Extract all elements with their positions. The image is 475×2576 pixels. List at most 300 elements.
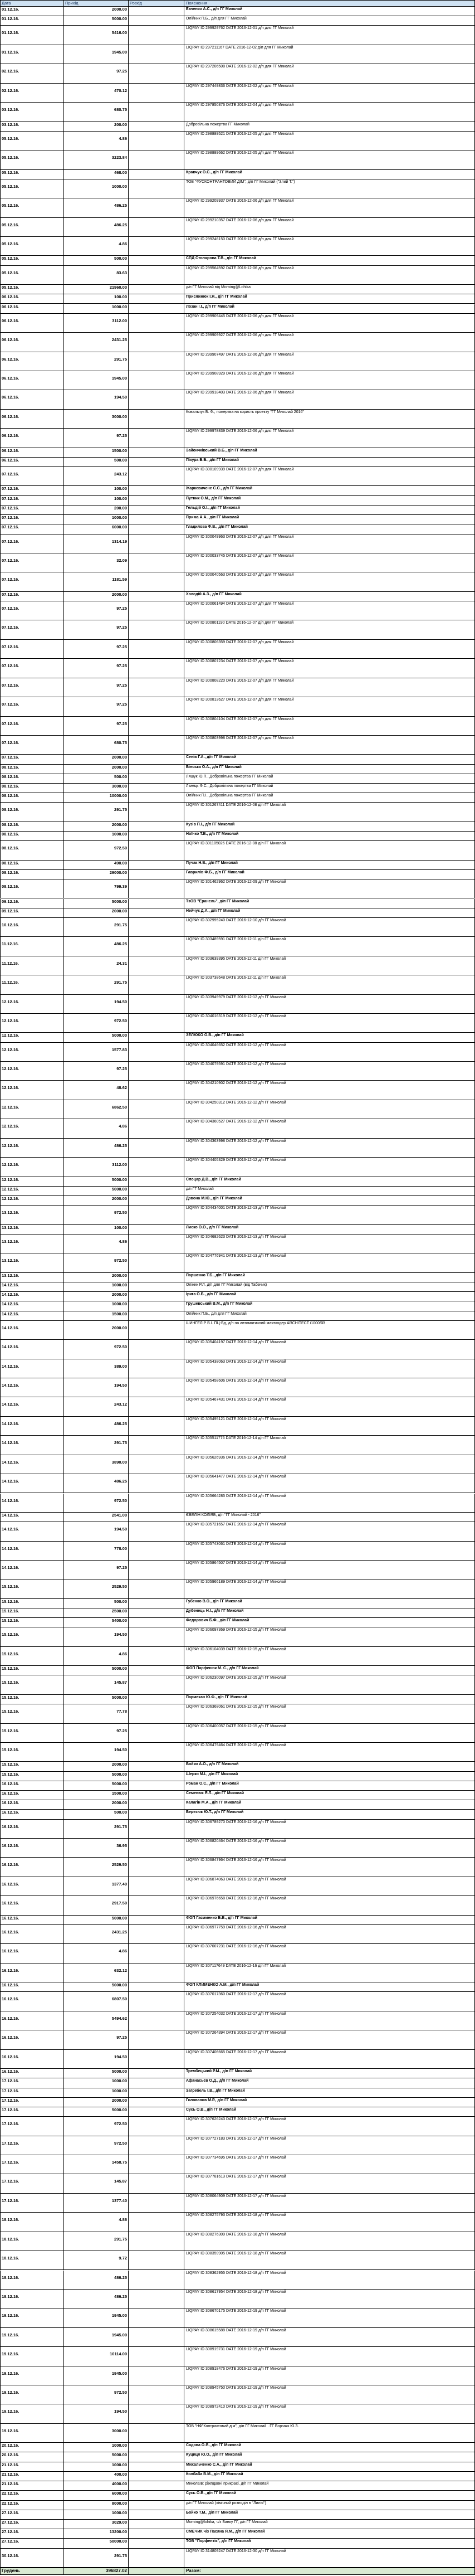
- row-date: 14.12.16.: [0, 1301, 63, 1310]
- table-row: [0, 515, 475, 524]
- row-date: 16.12.16.: [0, 1820, 63, 1838]
- table-row: [0, 2501, 475, 2510]
- row-income: 1000.00: [63, 515, 128, 524]
- row-description: Жаркевичене С.С., д/п ГГ Миколай: [184, 486, 475, 495]
- row-income: 194.50: [63, 1378, 128, 1397]
- row-income: 291.75: [63, 1436, 128, 1454]
- table-row: [0, 774, 475, 784]
- row-date: 10.12.16.: [0, 918, 63, 936]
- table-row: [0, 1647, 475, 1666]
- row-expense: [128, 1599, 184, 1608]
- row-income: 486.25: [63, 2271, 128, 2289]
- row-expense: [128, 2098, 184, 2107]
- row-description: LIQPAY ID 300808220 DATE 2016-12-07 д/п для ГГ Миколай: [184, 678, 475, 697]
- row-expense: [128, 285, 184, 294]
- row-expense: [128, 774, 184, 783]
- row-date: 20.12.16.: [0, 2443, 63, 2452]
- row-description: LIQPAY ID 303489591 DATE 2016-12-11 д/п ГГ Миколай: [184, 937, 475, 955]
- row-expense: [128, 1311, 184, 1320]
- row-income: 194.50: [63, 995, 128, 1013]
- row-date: 08.12.16.: [0, 822, 63, 831]
- row-income: 1000.00: [63, 2088, 128, 2097]
- table-row: [0, 45, 475, 64]
- footer-label: Грудень: [0, 2568, 63, 2574]
- row-description: Куциця Ю.О., д/п ГГ Миколай: [184, 2452, 475, 2461]
- row-date: 15.12.16.: [0, 1704, 63, 1723]
- row-date: 17.12.16.: [0, 2155, 63, 2174]
- row-expense: [128, 1474, 184, 1493]
- table-row: [0, 2030, 475, 2049]
- row-description: LIQPAY ID 299209937 DATE 2016-12-06 д/п для ГГ Миколай: [184, 198, 475, 217]
- row-date: 13.12.16.: [0, 1253, 63, 1272]
- row-date: 14.12.16.: [0, 1455, 63, 1474]
- row-expense: [128, 1762, 184, 1771]
- row-income: 972.50: [63, 2136, 128, 2155]
- row-expense: [128, 822, 184, 831]
- table-row: [0, 524, 475, 534]
- row-income: 2000.00: [63, 2098, 128, 2107]
- row-expense: [128, 2011, 184, 2030]
- row-description: LIQPAY ID 299210357 DATE 2016-12-06 д/п для ГГ Миколай: [184, 218, 475, 236]
- row-description: LIQPAY ID 299564592 DATE 2016-12-06 д/п для ГГ Миколай: [184, 266, 475, 284]
- row-income: 5000.00: [63, 2452, 128, 2461]
- table-row: [0, 1896, 475, 1915]
- row-description: LIQPAY ID 306847964 DATE 2016-12-16 д/п ГГ Миколай: [184, 1858, 475, 1876]
- row-description: LIQPAY ID 305743061 DATE 2016-12-14 д/п ГГ Миколай: [184, 1542, 475, 1560]
- row-expense: [128, 1292, 184, 1301]
- row-date: 14.12.16.: [0, 1282, 63, 1291]
- row-description: Роман О.С., д/п ГГ Миколай: [184, 1781, 475, 1790]
- table-row: [0, 1359, 475, 1378]
- row-date: 12.12.16.: [0, 1014, 63, 1032]
- table-row: [0, 179, 475, 198]
- row-income: 97.25: [63, 620, 128, 639]
- row-expense: [128, 1810, 184, 1819]
- row-expense: [128, 2472, 184, 2481]
- row-expense: [128, 1455, 184, 1474]
- row-income: 680.75: [63, 103, 128, 121]
- row-description: СМЕЧИК ч/з Пасяна Я.М., д/п ГГ Миколай: [184, 2529, 475, 2538]
- row-expense: [128, 1858, 184, 1876]
- row-description: LIQPAY ID 308617954 DATE 2016-12-18 д/п ГГ Миколай: [184, 2290, 475, 2308]
- table-row: [0, 1561, 475, 1579]
- row-income: 291.75: [63, 352, 128, 371]
- row-income: 77.78: [63, 1704, 128, 1723]
- row-income: 5000.00: [63, 1781, 128, 1790]
- row-expense: [128, 553, 184, 572]
- row-expense: [128, 899, 184, 908]
- row-expense: [128, 26, 184, 44]
- table-row: [0, 2088, 475, 2098]
- table-row: [0, 1944, 475, 1963]
- row-date: 16.12.16.: [0, 1877, 63, 1895]
- row-income: 389.00: [63, 1359, 128, 1378]
- table-row: [0, 2452, 475, 2462]
- table-row: [0, 2520, 475, 2529]
- row-expense: [128, 640, 184, 658]
- row-date: 14.12.16.: [0, 1494, 63, 1512]
- row-description: LIQPAY ID 304363998 DATE 2016-12-12 д/п ГГ Миколай: [184, 1139, 475, 1157]
- table-row: [0, 1043, 475, 1062]
- table-row: [0, 659, 475, 678]
- row-description: LIQPAY ID 304046652 DATE 2016-12-12 д/п ГГ Миколай: [184, 1043, 475, 1061]
- row-date: 14.12.16.: [0, 1542, 63, 1560]
- table-row: [0, 601, 475, 620]
- row-expense: [128, 2385, 184, 2404]
- table-row: [0, 956, 475, 975]
- row-income: 1945.00: [63, 2328, 128, 2346]
- row-description: LIQPAY ID 307017360 DATE 2016-12-17 д/п ГГ Миколай: [184, 1992, 475, 2010]
- row-date: 16.12.16.: [0, 2069, 63, 2078]
- row-date: 14.12.16.: [0, 1292, 63, 1301]
- row-date: 07.12.16.: [0, 467, 63, 485]
- row-expense: [128, 793, 184, 802]
- row-income: 97.25: [63, 64, 128, 82]
- row-expense: [128, 2539, 184, 2548]
- table-row: [0, 640, 475, 659]
- row-date: 12.12.16.: [0, 1177, 63, 1186]
- row-date: 15.12.16.: [0, 1647, 63, 1665]
- table-row: [0, 2491, 475, 2500]
- row-expense: [128, 995, 184, 1013]
- row-description: Садова О.Я., д/п ГГ Миколай: [184, 2443, 475, 2452]
- row-income: 5416.00: [63, 26, 128, 44]
- row-date: 05.12.16.: [0, 237, 63, 255]
- row-description: Присяжнюк І.Я., д/п ГГ Миколай: [184, 294, 475, 303]
- table-row: [0, 2510, 475, 2520]
- table-row: [0, 1340, 475, 1359]
- row-expense: [128, 1800, 184, 1809]
- row-income: 9.72: [63, 2251, 128, 2269]
- row-description: Ірига О.Б., д/п ГГ Миколай: [184, 1292, 475, 1301]
- row-description: LIQPAY ID 300804104 DATE 2016-12-07 д/п для ГГ Миколай: [184, 717, 475, 735]
- row-income: 145.87: [63, 1675, 128, 1694]
- row-expense: [128, 1225, 184, 1234]
- row-description: LIQPAY ID 304434001 DATE 2016-12-13 д/п ГГ Миколай: [184, 1206, 475, 1224]
- row-description: Morning@lohika, ч/з Банку ГГ, д/п ГГ Миколай: [184, 2520, 475, 2529]
- row-expense: [128, 784, 184, 793]
- row-expense: [128, 678, 184, 697]
- row-income: 1945.00: [63, 2366, 128, 2385]
- row-description: Паршенко Т.Б., д/п ГГ Миколай: [184, 1273, 475, 1282]
- row-description: LIQPAY ID 303738648 DATE 2016-12-11 д/п ГГ Миколай: [184, 975, 475, 994]
- row-expense: [128, 496, 184, 505]
- row-income: 1314.19: [63, 534, 128, 553]
- row-date: 08.12.16.: [0, 803, 63, 821]
- row-description: LIQPAY ID 306479464 DATE 2016-12-15 д/п ГГ Миколай: [184, 1743, 475, 1761]
- row-description: Слоцар Д.В., д/п ГГ Миколай: [184, 1177, 475, 1186]
- row-income: 1000.00: [63, 179, 128, 198]
- row-description: ТОВ "НФ"Контрактовий дім", д/п ГГ Миколай . ГГ Борзакк Ю.З.: [184, 2424, 475, 2442]
- row-expense: [128, 458, 184, 466]
- row-description: LIQPAY ID 305458606 DATE 2016-12-14 д/п ГГ Миколай: [184, 1378, 475, 1397]
- row-description: LIQPAY ID 307117649 DATE 2016-12-16 д/п ГГ Миколай: [184, 1963, 475, 1982]
- row-expense: [128, 179, 184, 198]
- row-description: Олійник П.Б., д/п для ГГ Миколай: [184, 1311, 475, 1320]
- row-date: 15.12.16.: [0, 1743, 63, 1761]
- row-income: 6000.00: [63, 2491, 128, 2500]
- row-date: 02.12.16.: [0, 84, 63, 102]
- row-income: 194.50: [63, 1522, 128, 1540]
- row-expense: [128, 1982, 184, 1991]
- table-row: [0, 1542, 475, 1561]
- row-expense: [128, 1743, 184, 1761]
- row-income: 1500.00: [63, 448, 128, 457]
- row-income: 486.25: [63, 1417, 128, 1435]
- table-row: [0, 1704, 475, 1723]
- table-row: [0, 198, 475, 217]
- row-description: Кузів П.І., д/п ГГ Миколай: [184, 822, 475, 831]
- row-description: LIQPAY ID 307406665 DATE 2016-12-17 д/п ГГ Миколай: [184, 2050, 475, 2068]
- row-description: ТОВ "ФУСКОНТРАНТОВИЙ ДІМ", д/п ГГ Миколай ("Злий Т."): [184, 179, 475, 198]
- row-income: 145.87: [63, 2174, 128, 2193]
- row-description: LIQPAY ID 306097369 DATE 2016-12-15 д/п ГГ Миколай: [184, 1627, 475, 1646]
- row-date: 18.12.16.: [0, 2213, 63, 2231]
- row-income: 10000.00: [63, 793, 128, 802]
- row-expense: [128, 2549, 184, 2567]
- row-description: LIQPAY ID 307254032 DATE 2016-12-17 д/п ГГ Миколай: [184, 2011, 475, 2030]
- row-date: 21.12.16.: [0, 2462, 63, 2471]
- row-date: 01.12.16.: [0, 7, 63, 16]
- row-description: LIQPAY ID 305404197 DATE 2016-12-14 д/п ГГ Миколай: [184, 1340, 475, 1358]
- row-expense: [128, 2078, 184, 2087]
- row-date: 07.12.16.: [0, 515, 63, 524]
- row-expense: [128, 1963, 184, 1982]
- row-expense: [128, 2213, 184, 2231]
- row-expense: [128, 1062, 184, 1080]
- row-income: 2917.50: [63, 1896, 128, 1914]
- row-date: 12.12.16.: [0, 1196, 63, 1205]
- row-expense: [128, 150, 184, 169]
- row-expense: [128, 1647, 184, 1665]
- row-description: СПД Столярова Т.В., д/п ГГ Миколай: [184, 256, 475, 265]
- row-description: ТзОВ "Еранель", д/п ГГ Миколай: [184, 899, 475, 908]
- row-description: LIQPAY ID 307734695 DATE 2016-12-17 д/п ГГ Миколай: [184, 2155, 475, 2174]
- row-income: 4.86: [63, 1234, 128, 1253]
- row-income: 5000.00: [63, 1772, 128, 1781]
- row-description: LIQPAY ID 300803998 DATE 2016-12-07 д/п для ГГ Миколай: [184, 736, 475, 754]
- row-date: 07.12.16.: [0, 717, 63, 735]
- row-date: 06.12.16.: [0, 448, 63, 457]
- row-date: 06.12.16.: [0, 352, 63, 371]
- row-description: Лімець Ф.С., Добровільна пожертва ГГ Миколай: [184, 784, 475, 793]
- row-description: LIQPAY ID 314809247 DATE 2016-12-30 д/п ГГ Миколай: [184, 2549, 475, 2567]
- row-description: д/п ГГ Миколай (хімічний розподіл в "Лилія"): [184, 2501, 475, 2510]
- row-date: 11.12.16.: [0, 937, 63, 955]
- row-description: LIQPAY ID 300807234 DATE 2016-12-07 д/п для ГГ Миколай: [184, 659, 475, 677]
- table-row: [0, 1187, 475, 1196]
- row-description: Трембецький Р.М., д/п ГГ Миколай: [184, 2069, 475, 2078]
- table-row: [0, 1877, 475, 1896]
- row-expense: [128, 170, 184, 179]
- row-description: LIQPAY ID 300061494 DATE 2016-12-07 д/п для ГГ Миколай: [184, 601, 475, 620]
- row-income: 97.25: [63, 601, 128, 620]
- row-date: 15.12.16.: [0, 1608, 63, 1617]
- row-income: 5000.00: [63, 1187, 128, 1195]
- row-expense: [128, 1704, 184, 1723]
- row-income: 6807.50: [63, 1992, 128, 2010]
- row-expense: [128, 2328, 184, 2346]
- row-description: LIQPAY ID 308670175 DATE 2016-12-19 д/п ГГ Миколай: [184, 2308, 475, 2327]
- row-date: 11.12.16.: [0, 975, 63, 994]
- row-income: 486.25: [63, 1139, 128, 1157]
- table-row: [0, 2404, 475, 2423]
- row-expense: [128, 1139, 184, 1157]
- row-income: 972.50: [63, 1014, 128, 1032]
- row-description: LIQPAY ID 307781613 DATE 2016-12-17 д/п ГГ Миколай: [184, 2174, 475, 2193]
- row-description: Кравчук О.С., д/п ГГ Миколай: [184, 170, 475, 179]
- row-expense: [128, 1839, 184, 1857]
- row-description: Олійник П.Б., д/п для ГГ Миколай: [184, 16, 475, 25]
- table-row: [0, 765, 475, 774]
- row-expense: [128, 2529, 184, 2538]
- row-expense: [128, 1542, 184, 1560]
- row-description: LIQPAY ID 299918403 DATE 2016-12-06 д/п для ГГ Миколай: [184, 390, 475, 409]
- table-footer: [0, 2568, 475, 2575]
- row-income: 972.50: [63, 2117, 128, 2135]
- row-income: 2000.00: [63, 908, 128, 917]
- row-income: 3223.84: [63, 150, 128, 169]
- row-expense: [128, 1043, 184, 1061]
- row-description: LIQPAY ID 300040563 DATE 2016-12-07 д/п для ГГ Миколай: [184, 572, 475, 591]
- row-description: LIQPAY ID 304776941 DATE 2016-12-13 д/п ГГ Миколай: [184, 1253, 475, 1272]
- row-date: 09.12.16.: [0, 899, 63, 908]
- table-row: [0, 2155, 475, 2174]
- row-description: Гельдій О.І., д/п ГГ Миколай: [184, 506, 475, 514]
- table-row: [0, 2308, 475, 2327]
- row-income: 3000.00: [63, 410, 128, 428]
- row-income: 1000.00: [63, 1301, 128, 1310]
- row-date: 01.12.16.: [0, 16, 63, 25]
- row-expense: [128, 294, 184, 303]
- row-income: 2500.00: [63, 1608, 128, 1617]
- table-row: [0, 1513, 475, 1522]
- row-date: 18.12.16.: [0, 2271, 63, 2289]
- row-income: 632.12: [63, 1963, 128, 1982]
- table-row: [0, 2539, 475, 2548]
- row-date: 05.12.16.: [0, 170, 63, 179]
- row-date: 01.12.16.: [0, 26, 63, 44]
- row-date: 14.12.16.: [0, 1311, 63, 1320]
- row-expense: [128, 1724, 184, 1742]
- row-income: 97.25: [63, 429, 128, 447]
- row-income: 500.00: [63, 458, 128, 466]
- row-description: LIQPAY ID 304079591 DATE 2016-12-12 д/п ГГ Миколай: [184, 1062, 475, 1080]
- table-row: [0, 467, 475, 486]
- table-row: [0, 1455, 475, 1474]
- row-income: 3000.00: [63, 2424, 128, 2442]
- row-income: 3890.00: [63, 1455, 128, 1474]
- row-expense: [128, 1820, 184, 1838]
- row-description: LIQPAY ID 308276309 DATE 2016-12-18 д/п ГГ Миколай: [184, 2232, 475, 2251]
- table-row: [0, 1743, 475, 1762]
- table-row: [0, 2136, 475, 2155]
- row-description: LIQPAY ID 301105026 DATE 2016-12-08 д/п ГГ Миколай: [184, 841, 475, 859]
- table-row: [0, 7, 475, 16]
- row-income: 490.00: [63, 861, 128, 869]
- row-description: Шерко М.І., д/п ГГ Миколай: [184, 1772, 475, 1781]
- row-expense: [128, 1417, 184, 1435]
- row-description: ЗЕЛЮКО О.В., д/п ГГ Миколай: [184, 1033, 475, 1042]
- row-expense: [128, 1916, 184, 1924]
- row-expense: [128, 448, 184, 457]
- row-description: LIQPAY ID 297206508 DATE 2016-12-02 д/п для ГГ Миколай: [184, 64, 475, 82]
- row-income: 2541.00: [63, 1513, 128, 1522]
- table-row: [0, 352, 475, 371]
- row-expense: [128, 198, 184, 217]
- row-income: 97.25: [63, 2030, 128, 2049]
- row-income: 972.50: [63, 1206, 128, 1224]
- table-row: [0, 1618, 475, 1627]
- row-income: 500.00: [63, 1599, 128, 1608]
- row-expense: [128, 1877, 184, 1895]
- row-date: 12.12.16.: [0, 1062, 63, 1080]
- row-date: 06.12.16.: [0, 458, 63, 466]
- row-description: LIQPAY ID 305721657 DATE 2016-12-14 д/п ГГ Миколай: [184, 1522, 475, 1540]
- table-row: [0, 1301, 475, 1311]
- row-description: LIQPAY ID 304682623 DATE 2016-12-13 д/п ГГ Миколай: [184, 1234, 475, 1253]
- table-row: [0, 1627, 475, 1646]
- table-row: [0, 1599, 475, 1608]
- row-expense: [128, 2271, 184, 2289]
- row-income: 291.75: [63, 918, 128, 936]
- row-date: 17.12.16.: [0, 2107, 63, 2116]
- row-expense: [128, 755, 184, 764]
- row-income: 2000.00: [63, 822, 128, 831]
- table-row: [0, 2347, 475, 2366]
- table-row: [0, 2174, 475, 2193]
- row-description: LIQPAY ID 306820464 DATE 2016-12-16 д/п ГГ Миколай: [184, 1839, 475, 1857]
- row-income: 32.09: [63, 553, 128, 572]
- row-expense: [128, 592, 184, 601]
- row-description: Добровільна пожертва ГГ Миколай: [184, 122, 475, 131]
- row-description: Калагін М.А., д/п ГГ Миколай: [184, 1800, 475, 1809]
- row-expense: [128, 1397, 184, 1416]
- table-row: [0, 64, 475, 83]
- row-description: д/п ГГ Миколай: [184, 1187, 475, 1195]
- row-description: Евченко А.С., д/п ГГ Миколай: [184, 7, 475, 16]
- row-date: 07.12.16.: [0, 659, 63, 677]
- footer-expense-empty: [128, 2568, 184, 2574]
- row-expense: [128, 1177, 184, 1186]
- row-description: Сусь О.В., д/п ГГ Миколай: [184, 2107, 475, 2116]
- row-description: Ляшук Ю.П., Добровільна пожертва ГГ Миколай: [184, 774, 475, 783]
- table-row: [0, 908, 475, 918]
- table-row: [0, 803, 475, 822]
- row-expense: [128, 256, 184, 265]
- table-row: [0, 975, 475, 994]
- table-row: [0, 1522, 475, 1541]
- row-expense: [128, 2501, 184, 2510]
- table-row: [0, 1225, 475, 1234]
- row-description: Гаврилів Ф.Б., д/п ГГ Миколай: [184, 870, 475, 879]
- row-description: LIQPAY ID 307727183 DATE 2016-12-17 д/п ГГ Миколай: [184, 2136, 475, 2155]
- row-date: 03.12.16.: [0, 103, 63, 121]
- row-description: LIQPAY ID 308972410 DATE 2016-12-19 д/п ГГ Миколай: [184, 2404, 475, 2423]
- table-row: [0, 2117, 475, 2136]
- row-expense: [128, 45, 184, 64]
- row-income: 1945.00: [63, 45, 128, 64]
- table-row: [0, 534, 475, 553]
- row-income: 83.63: [63, 266, 128, 284]
- row-expense: [128, 103, 184, 121]
- table-row: [0, 1666, 475, 1675]
- row-date: 07.12.16.: [0, 697, 63, 716]
- row-income: 1181.59: [63, 572, 128, 591]
- row-date: 12.12.16.: [0, 1158, 63, 1176]
- row-description: LIQPAY ID 300049963 DATE 2016-12-07 д/п для ГГ Миколай: [184, 534, 475, 553]
- row-income: 3029.00: [63, 2520, 128, 2529]
